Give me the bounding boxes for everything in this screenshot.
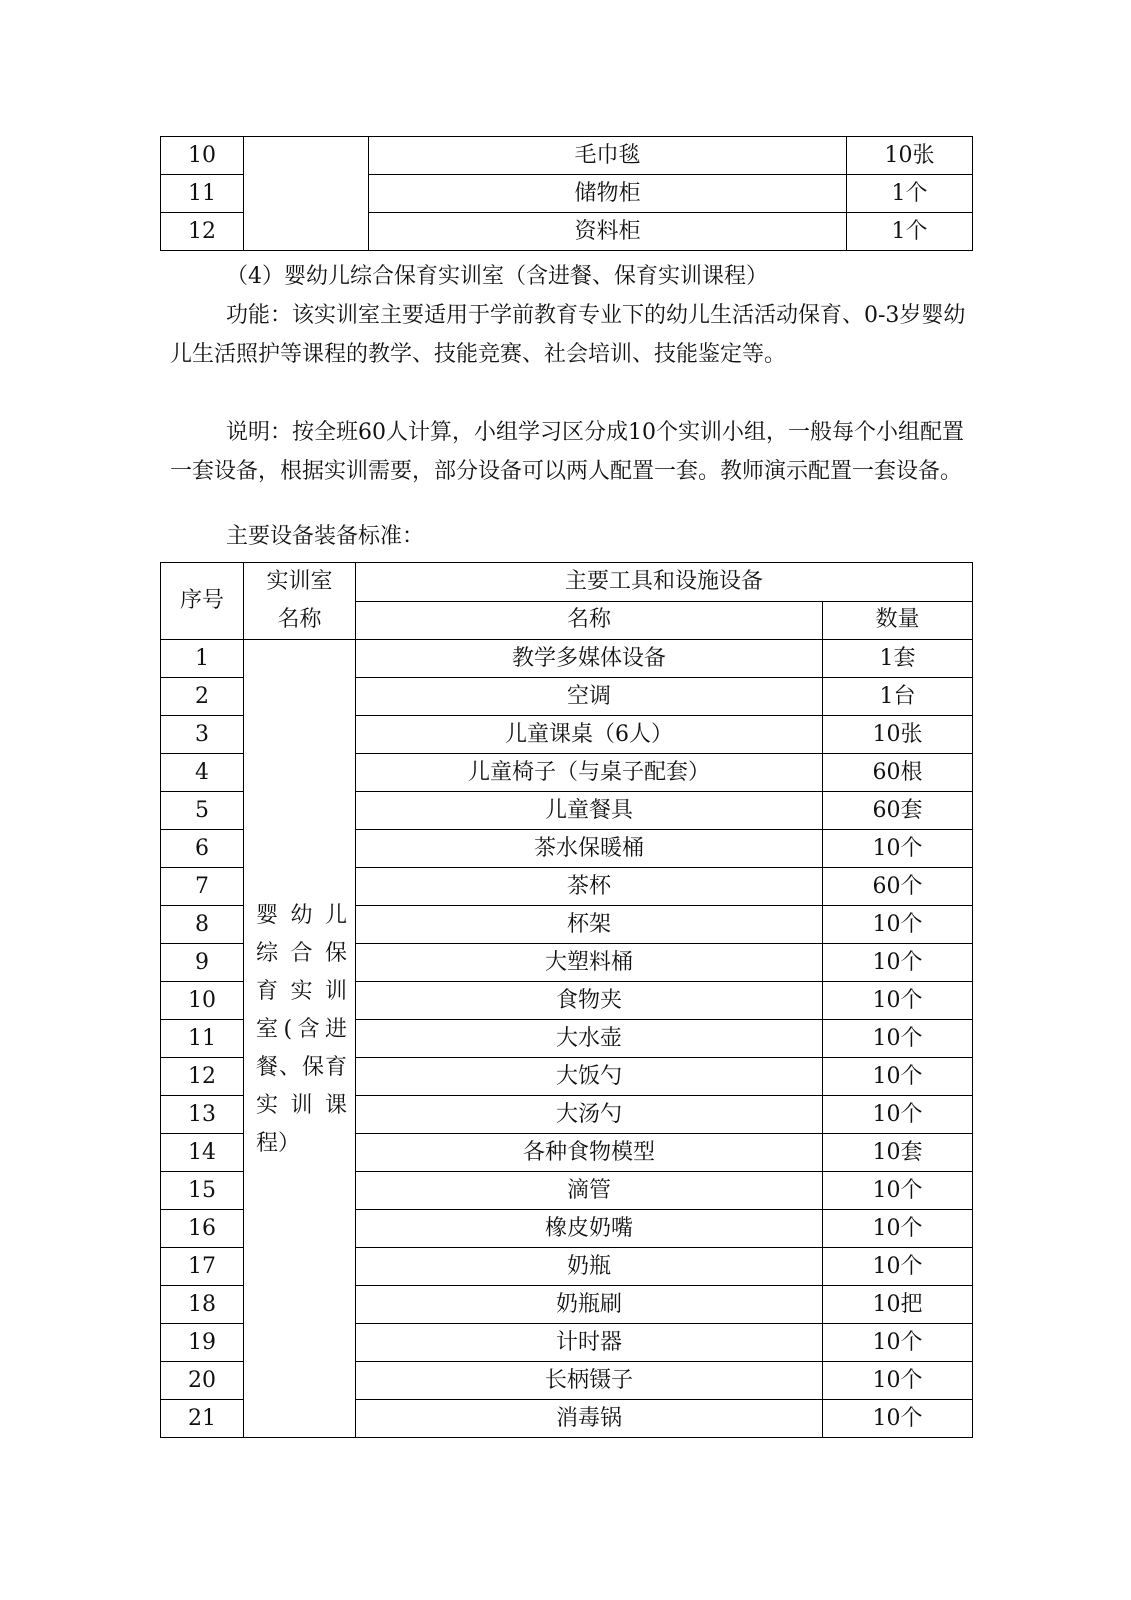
item-name: 毛巾毯 xyxy=(369,137,847,175)
row-number: 19 xyxy=(161,1324,244,1362)
item-name: 大汤勺 xyxy=(356,1096,823,1134)
item-quantity: 10个 xyxy=(823,1324,973,1362)
item-quantity: 60根 xyxy=(823,754,973,792)
item-quantity: 10个 xyxy=(823,1096,973,1134)
header-room xyxy=(244,563,356,640)
row-number: 4 xyxy=(161,754,244,792)
row-number: 21 xyxy=(161,1400,244,1438)
item-quantity: 10个 xyxy=(823,1400,973,1438)
equipment-table xyxy=(160,562,973,1438)
header-tools: 主要工具和设施设备 xyxy=(356,563,973,602)
item-quantity: 60个 xyxy=(823,868,973,906)
function-paragraph: 功能：该实训室主要适用于学前教育专业下的幼儿生活活动保育、0-3岁婴幼儿生活照护等课程的教学、技能竞赛、社会培训、技能鉴定等。 xyxy=(170,303,966,367)
header-number: 序号 xyxy=(161,563,244,640)
table-header-row xyxy=(161,563,973,602)
item-name: 资料柜 xyxy=(369,213,847,251)
row-number: 12 xyxy=(161,213,244,251)
item-quantity: 10个 xyxy=(823,1362,973,1400)
row-number: 20 xyxy=(161,1362,244,1400)
row-number: 1 xyxy=(161,640,244,678)
room-name-line: 室(含进 xyxy=(256,1016,347,1042)
item-quantity: 10个 xyxy=(823,830,973,868)
item-quantity: 10个 xyxy=(823,1210,973,1248)
item-quantity: 60套 xyxy=(823,792,973,830)
room-name-cell xyxy=(244,640,356,1438)
header-room-line: 名称 xyxy=(277,607,322,632)
item-name: 奶瓶 xyxy=(356,1248,823,1286)
item-quantity: 1台 xyxy=(823,678,973,716)
item-quantity: 10个 xyxy=(823,906,973,944)
room-name-line: 实训课 xyxy=(256,1092,347,1118)
row-number: 9 xyxy=(161,944,244,982)
item-quantity: 10张 xyxy=(823,716,973,754)
note-paragraph: 说明：按全班60人计算，小组学习区分成10个实训小组，一般每个小组配置一套设备，根据实训需要，部分设备可以两人配置一套。教师演示配置一套设备。 xyxy=(170,420,964,484)
row-number: 6 xyxy=(161,830,244,868)
row-number: 7 xyxy=(161,868,244,906)
item-name: 长柄镊子 xyxy=(356,1362,823,1400)
room-name-line: 综合保 xyxy=(256,940,347,966)
row-number: 16 xyxy=(161,1210,244,1248)
room-name-line: 餐、保育 xyxy=(256,1054,347,1080)
table-row xyxy=(161,640,973,678)
item-name: 滴管 xyxy=(356,1172,823,1210)
header-room-line: 实训室 xyxy=(266,569,333,594)
room-name-cell xyxy=(244,137,369,251)
item-name: 各种食物模型 xyxy=(356,1134,823,1172)
item-quantity: 10套 xyxy=(823,1134,973,1172)
item-name: 大塑料桶 xyxy=(356,944,823,982)
room-name-line: 程） xyxy=(256,1130,301,1156)
row-number: 11 xyxy=(161,1020,244,1058)
item-name: 计时器 xyxy=(356,1324,823,1362)
item-name: 空调 xyxy=(356,678,823,716)
item-name: 食物夹 xyxy=(356,982,823,1020)
item-quantity: 10个 xyxy=(823,1058,973,1096)
item-name: 儿童课桌（6人） xyxy=(356,716,823,754)
item-quantity: 10把 xyxy=(823,1286,973,1324)
item-quantity: 1个 xyxy=(847,175,973,213)
row-number: 12 xyxy=(161,1058,244,1096)
item-name: 儿童餐具 xyxy=(356,792,823,830)
item-name: 奶瓶刷 xyxy=(356,1286,823,1324)
item-name: 教学多媒体设备 xyxy=(356,640,823,678)
item-name: 儿童椅子（与桌子配套） xyxy=(356,754,823,792)
row-number: 18 xyxy=(161,1286,244,1324)
row-number: 11 xyxy=(161,175,244,213)
row-number: 2 xyxy=(161,678,244,716)
item-name: 消毒锅 xyxy=(356,1400,823,1438)
room-name-line: 婴幼儿 xyxy=(256,902,347,928)
row-number: 5 xyxy=(161,792,244,830)
item-quantity: 10个 xyxy=(823,1248,973,1286)
item-quantity: 10个 xyxy=(823,982,973,1020)
row-number: 17 xyxy=(161,1248,244,1286)
item-name: 大饭勺 xyxy=(356,1058,823,1096)
row-number: 13 xyxy=(161,1096,244,1134)
standard-label: 主要设备装备标准： xyxy=(226,524,425,549)
equipment-table-body xyxy=(161,640,973,1438)
item-name: 杯架 xyxy=(356,906,823,944)
header-name: 名称 xyxy=(356,601,823,640)
item-quantity: 1个 xyxy=(847,213,973,251)
row-number: 8 xyxy=(161,906,244,944)
item-name: 储物柜 xyxy=(369,175,847,213)
item-quantity: 10个 xyxy=(823,1020,973,1058)
item-name: 大水壶 xyxy=(356,1020,823,1058)
section-heading: （4）婴幼儿综合保育实训室（含进餐、保育实训课程） xyxy=(226,264,768,289)
item-name: 茶水保暖桶 xyxy=(356,830,823,868)
item-name: 橡皮奶嘴 xyxy=(356,1210,823,1248)
item-quantity: 10个 xyxy=(823,944,973,982)
item-quantity: 10张 xyxy=(847,137,973,175)
item-quantity: 1套 xyxy=(823,640,973,678)
item-quantity: 10个 xyxy=(823,1172,973,1210)
row-number: 14 xyxy=(161,1134,244,1172)
table-row xyxy=(161,137,973,175)
row-number: 15 xyxy=(161,1172,244,1210)
item-name: 茶杯 xyxy=(356,868,823,906)
row-number: 10 xyxy=(161,137,244,175)
room-name-line: 育实训 xyxy=(256,978,347,1004)
row-number: 10 xyxy=(161,982,244,1020)
row-number: 3 xyxy=(161,716,244,754)
header-quantity: 数量 xyxy=(823,601,973,640)
equipment-table-continued xyxy=(160,136,973,251)
